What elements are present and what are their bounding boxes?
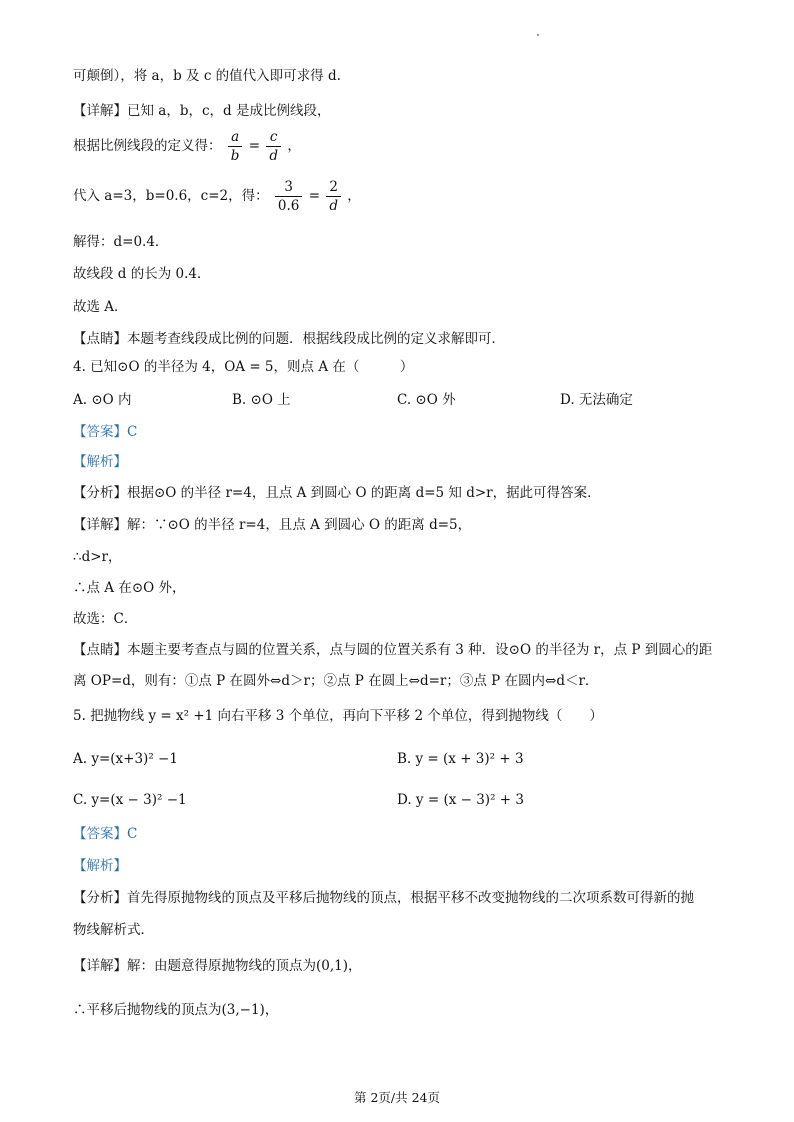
text-line: 【分析】根据⊙O 的半径 r=4，且点 A 到圆心 O 的距离 d=5 知 d>r，据此可得答案．	[73, 485, 601, 501]
fraction-line: 代入 a=3，b=0.6，c=2，得： $\frac{3}{0.6}$ = $\frac{2}{d}$ ，	[73, 179, 361, 214]
fraction-line: 根据比例线段的定义得： $\frac{a}{b}$ = $\frac{c}{d}$ ，	[73, 129, 301, 164]
text-line: 【详解】解：∵⊙O 的半径 r=4，且点 A 到圆心 O 的距离 d=5，	[73, 517, 472, 533]
text-line: 故选 A．	[73, 299, 128, 315]
text-line: 【点睛】本题考查线段成比例的问题．根据线段成比例的定义求解即可．	[73, 331, 505, 347]
option-c: C. y=(x − 3)² −1	[73, 792, 187, 808]
text-line: 物线解析式．	[73, 922, 154, 938]
option-c: C. ⊙O 外	[397, 392, 456, 408]
text-line: 【分析】首先得原抛物线的顶点及平移后抛物线的顶点，根据平移不改变抛物线的二次项系数可得新的抛	[73, 890, 694, 906]
text-line: 可颠倒），将 a，b 及 c 的值代入即可求得 d.	[73, 68, 341, 84]
section-tag: 【详解】	[73, 103, 127, 119]
option-b: B. y = (x + 3)² + 3	[397, 751, 524, 767]
fraction: $\frac{c}{d}$	[266, 128, 281, 165]
section-tag: 【点睛】	[73, 331, 127, 347]
answer-tag: 【答案】C	[73, 424, 138, 440]
text-line: ∴平移后抛物线的顶点为(3,−1)，	[73, 1002, 279, 1018]
section-tag: 【分析】	[73, 485, 127, 501]
page-footer: 第 2页/共 24页	[353, 1090, 441, 1105]
section-tag: 【详解】	[73, 958, 127, 974]
fraction: $\frac{a}{b}$	[228, 128, 243, 165]
text-line: ∴点 A 在⊙O 外，	[73, 580, 186, 596]
section-tag: 【点睛】	[73, 642, 127, 658]
text-line: 【点睛】本题主要考查点与圆的位置关系，点与圆的位置关系有 3 种．设⊙O 的半径为 r，点 P 到圆心的距	[73, 642, 713, 658]
text-line: ∴d>r，	[73, 549, 122, 565]
scan-dot	[537, 34, 539, 36]
answer-tag: 【答案】C	[73, 826, 138, 842]
text-line: 故线段 d 的长为 0.4．	[73, 266, 211, 282]
option-a: A. y=(x+3)² −1	[73, 751, 178, 767]
fraction: $\frac{3}{0.6}$	[275, 178, 302, 215]
option-a: A. ⊙O 内	[73, 392, 132, 408]
option-d: D. 无法确定	[560, 392, 633, 408]
text-line: 【详解】解：由题意得原抛物线的顶点为(0,1)，	[73, 958, 362, 974]
analysis-tag: 【解析】	[73, 858, 127, 874]
question-5: 5. 把抛物线 y = x² +1 向右平移 3 个单位，再向下平移 2 个单位，得到抛物线（ ）	[73, 708, 603, 724]
option-d: D. y = (x − 3)² + 3	[397, 792, 524, 808]
option-b: B. ⊙O 上	[232, 392, 291, 408]
section-tag: 【分析】	[73, 890, 127, 906]
text-line: 【详解】已知 a，b，c，d 是成比例线段，	[73, 103, 331, 119]
text-line: 故选：C．	[73, 611, 138, 627]
text-line: 离 OP=d，则有：①点 P 在圆外⇔d＞r；②点 P 在圆上⇔d=r；③点 P 在圆内⇔d＜r．	[73, 673, 599, 689]
fraction: $\frac{2}{d}$	[326, 178, 341, 215]
text-line: 解得：d=0.4．	[73, 234, 169, 250]
section-tag: 【详解】	[73, 517, 127, 533]
analysis-tag: 【解析】	[73, 454, 127, 470]
question-4: 4. 已知⊙O 的半径为 4，OA = 5，则点 A 在（ ）	[73, 359, 414, 375]
